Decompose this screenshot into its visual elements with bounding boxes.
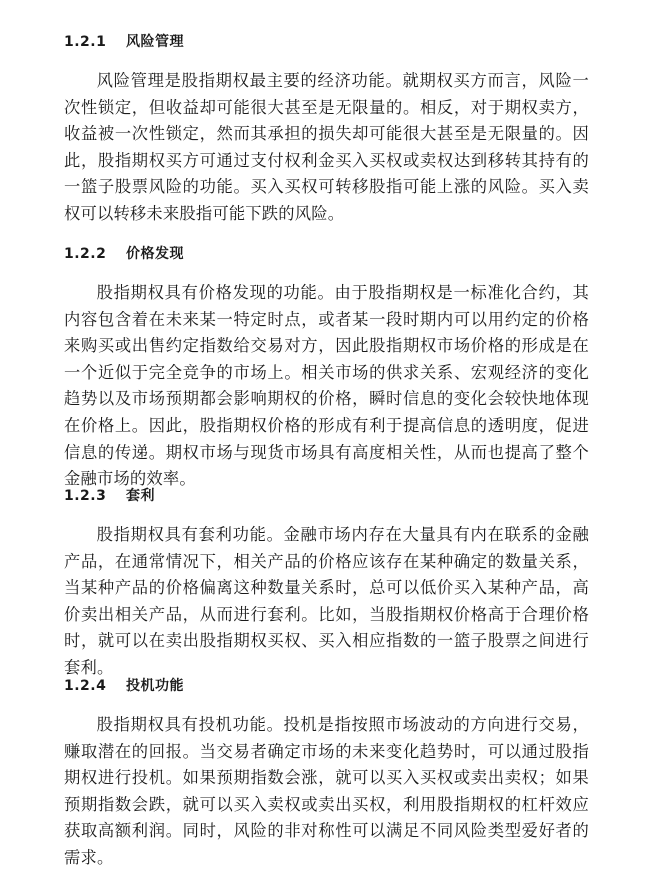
section-speculation — [64, 674, 589, 872]
section-heading — [64, 30, 589, 54]
section-number: 1.2.3 — [64, 488, 107, 504]
section-paragraph: 风险管理是股指期权最主要的经济功能。就期权买方而言，风险一次性锁定，但收益却可能很大甚至是无限量的。相反，对于期权卖方，收益被一次性锁定，然而其承担的损失却可能很大甚至是无限量的。因此，股指期权买方可通过支付权利金买入买权或卖权达到移转其持有的一篮子股票风险的功能。买入买权可转移股指可能上涨的风险。买入卖权可以转移未来股指可能下跌的风险。 — [64, 71, 589, 223]
section-paragraph: 股指期权具有投机功能。投机是指按照市场波动的方向进行交易，赚取潜在的回报。当交易者确定市场的未来变化趋势时，可以通过股指期权进行投机。如果预期指数会涨，就可以买入买权或卖出卖权；如果预期指数会跌，就可以买入卖权或卖出买权，利用股指期权的杠杆效应获取高额利润。同时，风险的非对称性可以满足不同风险类型爱好者的需求。 — [64, 715, 589, 867]
section-heading — [64, 484, 589, 508]
section-price-discovery — [64, 242, 589, 493]
section-heading — [64, 674, 589, 698]
section-title: 风险管理 — [126, 34, 184, 50]
section-number: 1.2.4 — [64, 678, 107, 694]
section-number: 1.2.2 — [64, 246, 107, 262]
section-risk-management — [64, 30, 589, 228]
section-arbitrage — [64, 484, 589, 682]
section-number: 1.2.1 — [64, 34, 107, 50]
section-title: 套利 — [126, 488, 155, 504]
section-title: 价格发现 — [126, 246, 184, 262]
section-paragraph: 股指期权具有价格发现的功能。由于股指期权是一标准化合约，其内容包含着在未来某一特定时点，或者某一段时期内可以用约定的价格来购买或出售约定指数给交易对方，因此股指期权市场价格的形成是在一个近似于完全竞争的市场上。相关市场的供求关系、宏观经济的变化趋势以及市场预期都会影响期权的价格，瞬时信息的变化会较快地体现在价格上。因此，股指期权价格的形成有利于提高信息的透明度，促进信息的传递。期权市场与现货市场具有高度相关性，从而也提高了整个金融市场的效率。 — [64, 283, 589, 489]
section-title: 投机功能 — [126, 678, 184, 694]
section-paragraph: 股指期权具有套利功能。金融市场内存在大量具有内在联系的金融产品，在通常情况下，相关产品的价格应该存在某种确定的数量关系，当某种产品的价格偏离这种数量关系时，总可以低价买入某种产品，高价卖出相关产品，从而进行套利。比如，当股指期权价格高于合理价格时，就可以在卖出股指期权买权、买入相应指数的一篮子股票之间进行套利。 — [64, 525, 589, 677]
section-heading — [64, 242, 589, 266]
